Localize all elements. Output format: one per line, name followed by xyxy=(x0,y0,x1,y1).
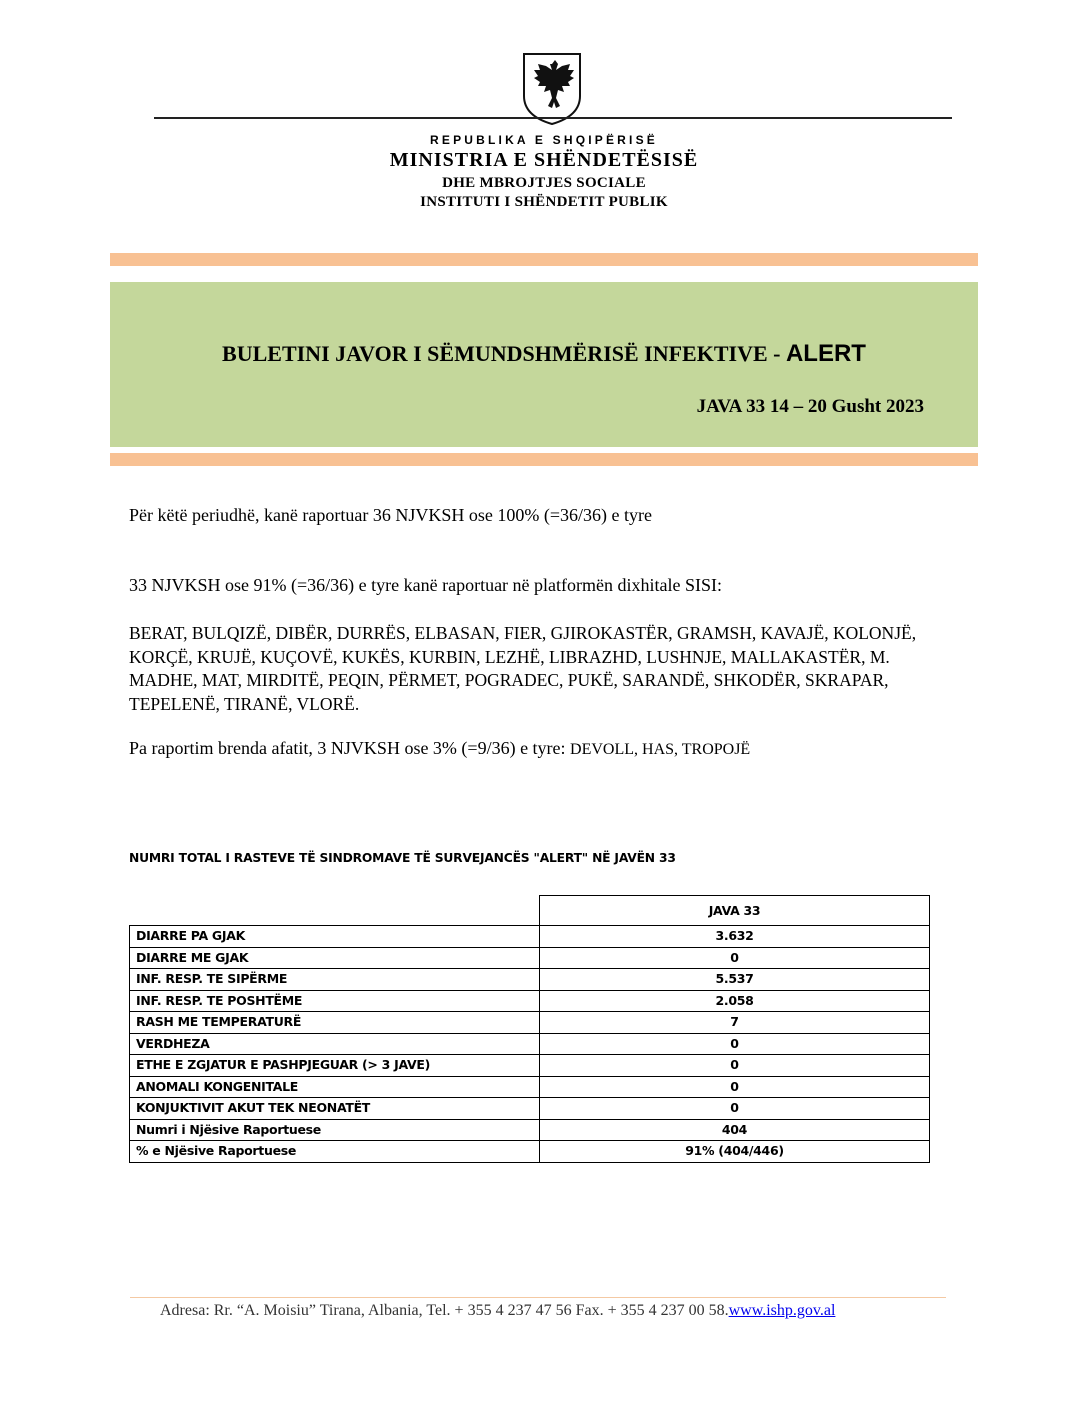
table-header-row xyxy=(130,896,930,926)
row-value: 0 xyxy=(540,1055,930,1077)
row-label: % e Njësive Raportuese xyxy=(130,1141,540,1163)
row-label: VERDHEZA xyxy=(130,1033,540,1055)
row-value: 0 xyxy=(540,1098,930,1120)
table-row xyxy=(130,1141,930,1163)
row-label: Numri i Njësive Raportuese xyxy=(130,1119,540,1141)
row-value: 0 xyxy=(540,1033,930,1055)
late-reporting-summary xyxy=(129,738,750,759)
table-row xyxy=(130,1033,930,1055)
table-row xyxy=(130,1012,930,1034)
table-title: NUMRI TOTAL I RASTEVE TË SINDROMAVE TË SURVEJANCËS "ALERT" NË JAVËN 33 xyxy=(129,851,676,865)
late-reporting-districts: DEVOLL, HAS, TROPOJË xyxy=(570,741,751,758)
republic-name: REPUBLIKA E SHQIPËRISË xyxy=(430,133,658,147)
table-row xyxy=(130,926,930,948)
bulletin-title-text: BULETINI JAVOR I SËMUNDSHMËRISË INFEKTIVE - xyxy=(222,341,786,366)
row-value: 0 xyxy=(540,1076,930,1098)
reporting-summary: Për këtë periudhë, kanë raportuar 36 NJVKSH ose 100% (=36/36) e tyre xyxy=(129,505,653,525)
row-label: DIARRE ME GJAK xyxy=(130,947,540,969)
bulletin-week: JAVA 33 14 – 20 Gusht 2023 xyxy=(696,396,924,417)
alert-cases-table xyxy=(129,895,930,1163)
late-reporting-text: Pa raportim brenda afatit, 3 NJVKSH ose 3% (=9/36) e tyre: xyxy=(129,738,571,758)
bulletin-title-alert: ALERT xyxy=(785,340,866,367)
ministry-subtitle: DHE MBROJTJES SOCIALE xyxy=(442,175,646,191)
row-label: ETHE E ZGJATUR E PASHPJEGUAR (> 3 JAVE) xyxy=(130,1055,540,1077)
table-row xyxy=(130,1119,930,1141)
row-value: 404 xyxy=(540,1119,930,1141)
row-value: 2.058 xyxy=(540,990,930,1012)
district-list: BERAT, BULQIZË, DIBËR, DURRËS, ELBASAN, FIER, GJIROKASTËR, GRAMSH, KAVAJË, KOLONJË, KORÇË, KRUJË, KUÇOVË, KUKËS, KURBIN, LEZHË, LIBRAZHD, LUSHNJE, MALLAKASTËR, M. MADHE, MAT, MIRDITË, PEQIN, PËRMET, POGRADEC, PUKË, SARANDË, SHKODËR, SKRAPAR, TEPELENË, TIRANË, VLORË. xyxy=(129,623,917,714)
row-value: 3.632 xyxy=(540,926,930,948)
header-divider xyxy=(154,117,952,119)
ministry-name: MINISTRIA E SHËNDETËSISË xyxy=(389,149,699,171)
row-label: INF. RESP. TE POSHTËME xyxy=(130,990,540,1012)
website-link[interactable]: www.ishp.gov.al xyxy=(728,1302,836,1319)
footer-divider xyxy=(130,1297,946,1298)
table-row xyxy=(130,990,930,1012)
row-label: KONJUKTIVIT AKUT TEK NEONATËT xyxy=(130,1098,540,1120)
row-value: 5.537 xyxy=(540,969,930,991)
table-row xyxy=(130,947,930,969)
table-row xyxy=(130,1055,930,1077)
table-row xyxy=(130,969,930,991)
row-value: 0 xyxy=(540,947,930,969)
banner-top-stripe xyxy=(110,253,978,266)
table-row xyxy=(130,1098,930,1120)
bulletin-title xyxy=(110,340,978,368)
table-column-header: JAVA 33 xyxy=(540,896,930,926)
albanian-eagle-emblem-icon xyxy=(520,50,584,126)
institute-name: INSTITUTI I SHËNDETIT PUBLIK xyxy=(420,194,668,210)
row-label: RASH ME TEMPERATURË xyxy=(130,1012,540,1034)
row-value: 91% (404/446) xyxy=(540,1141,930,1163)
table-row xyxy=(130,1076,930,1098)
row-value: 7 xyxy=(540,1012,930,1034)
footer-address-text: Adresa: Rr. “A. Moisiu” Tirana, Albania, Tel. + 355 4 237 47 56 Fax. + 355 4 237 00 58. xyxy=(160,1302,729,1319)
row-label: DIARRE PA GJAK xyxy=(130,926,540,948)
footer-address xyxy=(160,1302,835,1320)
row-label: ANOMALI KONGENITALE xyxy=(130,1076,540,1098)
table-header-blank xyxy=(130,896,540,926)
row-label: INF. RESP. TE SIPËRME xyxy=(130,969,540,991)
banner-bottom-stripe xyxy=(110,453,978,466)
digital-reporting-summary: 33 NJVKSH ose 91% (=36/36) e tyre kanë raportuar në platformën dixhitale SISI: xyxy=(129,575,723,595)
